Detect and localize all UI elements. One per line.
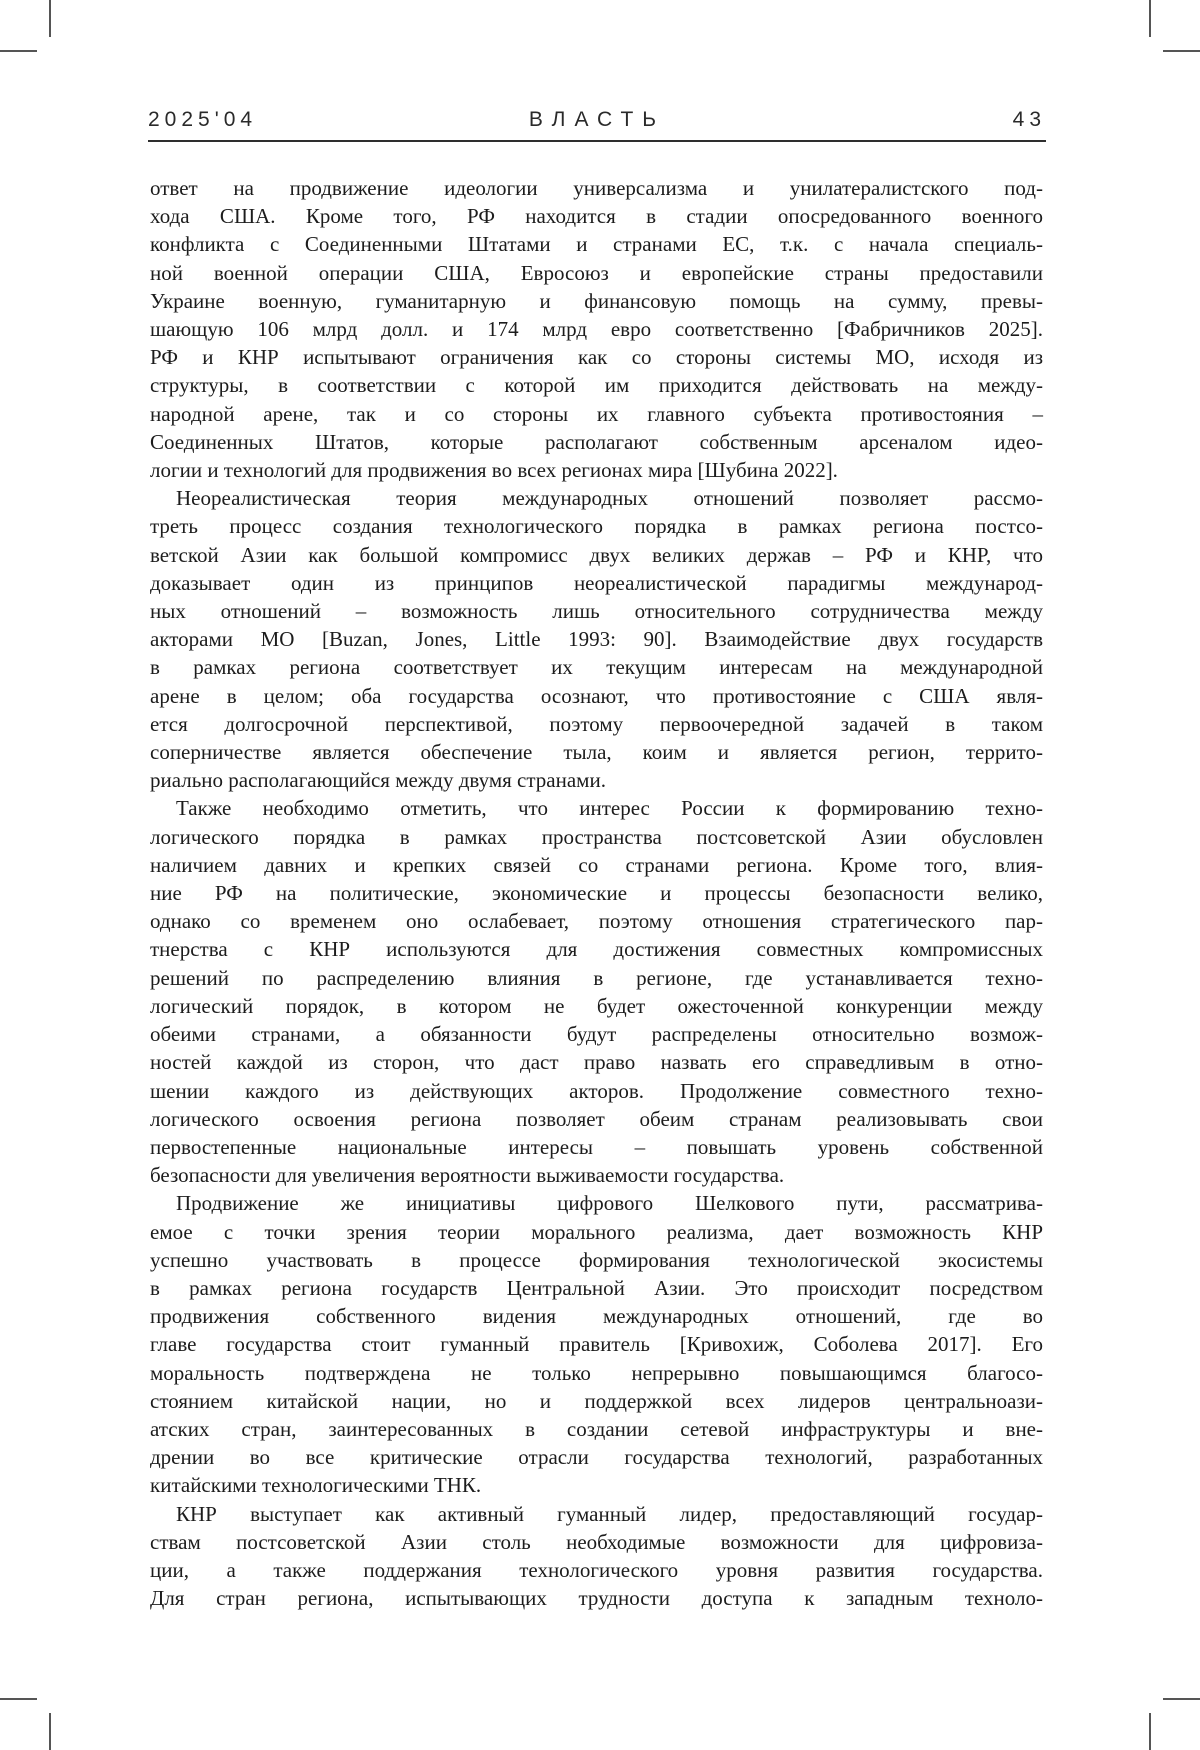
text-line: ных отношений – возможность лишь относительного сотрудничества между	[150, 599, 1043, 624]
text-line: структуры, в соответствии с которой им приходится действовать на между-	[150, 373, 1043, 398]
text-line: ностей каждой из сторон, что даст право назвать его справедливым в отно-	[150, 1050, 1043, 1075]
crop-mark-bottom-left-horizontal	[0, 1698, 37, 1700]
text-line: народной арене, так и со стороны их главного субъекта противостояния –	[150, 401, 1043, 426]
text-line: ние РФ на политические, экономические и процессы безопасности велико,	[150, 881, 1043, 906]
text-line: логического освоения региона позволяет обеим странам реализовывать свои	[150, 1106, 1043, 1131]
running-head	[148, 108, 1046, 136]
text-line: атских стран, заинтересованных в создании сетевой инфраструктуры и вне-	[150, 1416, 1043, 1441]
text-line: арене в целом; оба государства осознают, что противостояние с США явля-	[150, 683, 1043, 708]
text-line: ется долгосрочной перспективой, поэтому первоочередной задачей в таком	[150, 711, 1043, 736]
text-line: логии и технологий для продвижения во всех регионах мира [Шубина 2022].	[150, 458, 838, 483]
text-line: ветской Азии как большой компромисс двух великих держав – РФ и КНР, что	[150, 542, 1043, 567]
text-line: емое с точки зрения теории морального реализма, дает возможность КНР	[150, 1219, 1043, 1244]
text-line: тнерства с КНР используются для достижения совместных компромиссных	[150, 937, 1043, 962]
text-line: продвижения собственного видения международных отношений, где во	[150, 1304, 1043, 1329]
text-line: соперничестве является обеспечение тыла, коим и является регион, террито-	[150, 740, 1043, 765]
text-line: Также необходимо отметить, что интерес России к формированию техно-	[176, 796, 1043, 821]
text-line: решений по распределению влияния в регионе, где устанавливается техно-	[150, 965, 1043, 990]
text-line: моральность подтверждена не только непрерывно повышающимся благосо-	[150, 1360, 1043, 1385]
article-body	[150, 174, 1043, 1612]
text-line: доказывает один из принципов неореалистической парадигмы международ-	[150, 570, 1043, 595]
journal-title: ВЛАСТЬ	[528, 108, 666, 131]
text-line: обеими странами, а обязанности будут распределены относительно возмож-	[150, 1022, 1043, 1047]
paragraph	[150, 794, 1043, 1189]
crop-mark-bottom-right-vertical	[1149, 1713, 1151, 1750]
text-line: логического порядка в рамках пространства постсоветской Азии обусловлен	[150, 824, 1043, 849]
crop-mark-top-left-vertical	[49, 0, 51, 37]
text-line: главе государства стоит гуманный правитель [Кривохиж, Соболева 2017]. Его	[150, 1332, 1043, 1357]
text-line: ции, а также поддержания технологического уровня развития государства.	[150, 1557, 1043, 1582]
text-line: стоянием китайской нации, но и поддержкой всех лидеров центральноази-	[150, 1388, 1043, 1413]
crop-mark-bottom-left-vertical	[49, 1713, 51, 1750]
text-line: Неореалистическая теория международных отношений позволяет рассмо-	[176, 486, 1043, 511]
text-line: в рамках региона государств Центральной Азии. Это происходит посредством	[150, 1275, 1043, 1300]
text-line: ответ на продвижение идеологии универсализма и унилатералистского под-	[150, 176, 1043, 200]
text-line: Продвижение же инициативы цифрового Шелкового пути, рассматрива-	[176, 1191, 1043, 1216]
paragraph	[150, 1500, 1043, 1613]
text-line: РФ и КНР испытывают ограничения как со стороны системы МО, исходя из	[150, 345, 1043, 370]
text-line: китайскими технологическими ТНК.	[150, 1473, 482, 1498]
text-line: успешно участвовать в процессе формирования технологической экосистемы	[150, 1247, 1043, 1272]
text-line: Украине военную, гуманитарную и финансовую помощь на сумму, превы-	[150, 288, 1043, 313]
text-line: наличием давних и крепких связей со странами региона. Кроме того, влия-	[150, 852, 1043, 877]
text-line: конфликта с Соединенными Штатами и странами ЕС, т.к. с начала специаль-	[150, 232, 1043, 257]
text-line: треть процесс создания технологического порядка в рамках региона постсо-	[150, 514, 1043, 539]
text-line: в рамках региона соответствует их текущим интересам на международной	[150, 655, 1043, 680]
paragraph	[150, 174, 1043, 484]
text-line: логический порядок, в котором не будет ожесточенной конкуренции между	[150, 993, 1043, 1018]
text-line: первостепенные национальные интересы – повышать уровень собственной	[150, 1134, 1043, 1159]
paragraph	[150, 484, 1043, 794]
text-line: Для стран региона, испытывающих трудности доступа к западным техноло-	[150, 1586, 1043, 1611]
crop-mark-top-left-horizontal	[0, 50, 37, 52]
text-line: безопасности для увеличения вероятности выживаемости государства.	[150, 1163, 785, 1188]
crop-mark-top-right-vertical	[1149, 0, 1151, 37]
text-line: ствам постсоветской Азии столь необходимые возможности для цифровиза-	[150, 1529, 1043, 1554]
crop-mark-top-right-horizontal	[1163, 50, 1200, 52]
issue-label: 2025'04	[148, 108, 258, 131]
header-rule	[148, 140, 1046, 142]
text-line: ной военной операции США, Евросоюз и европейские страны предоставили	[150, 260, 1043, 285]
text-line: хода США. Кроме того, РФ находится в стадии опосредованного военного	[150, 204, 1043, 229]
text-line: Соединенных Штатов, которые располагают собственным арсеналом идео-	[150, 429, 1043, 454]
crop-mark-bottom-right-horizontal	[1163, 1698, 1200, 1700]
text-line: шающую 106 млрд долл. и 174 млрд евро соответственно [Фабричников 2025].	[150, 317, 1043, 342]
text-line: акторами МО [Buzan, Jones, Little 1993: 90]. Взаимодействие двух государств	[150, 627, 1043, 652]
text-line: шении каждого из действующих акторов. Продолжение совместного техно-	[150, 1078, 1043, 1103]
text-line: дрении во все критические отрасли государства технологий, разработанных	[150, 1445, 1043, 1470]
text-line: риально располагающийся между двумя странами.	[150, 768, 606, 793]
paragraph	[150, 1189, 1043, 1499]
text-line: КНР выступает как активный гуманный лидер, предоставляющий государ-	[176, 1501, 1043, 1526]
page-number: 43	[1012, 108, 1046, 131]
text-line: однако со временем оно ослабевает, поэтому отношения стратегического пар-	[150, 909, 1043, 934]
